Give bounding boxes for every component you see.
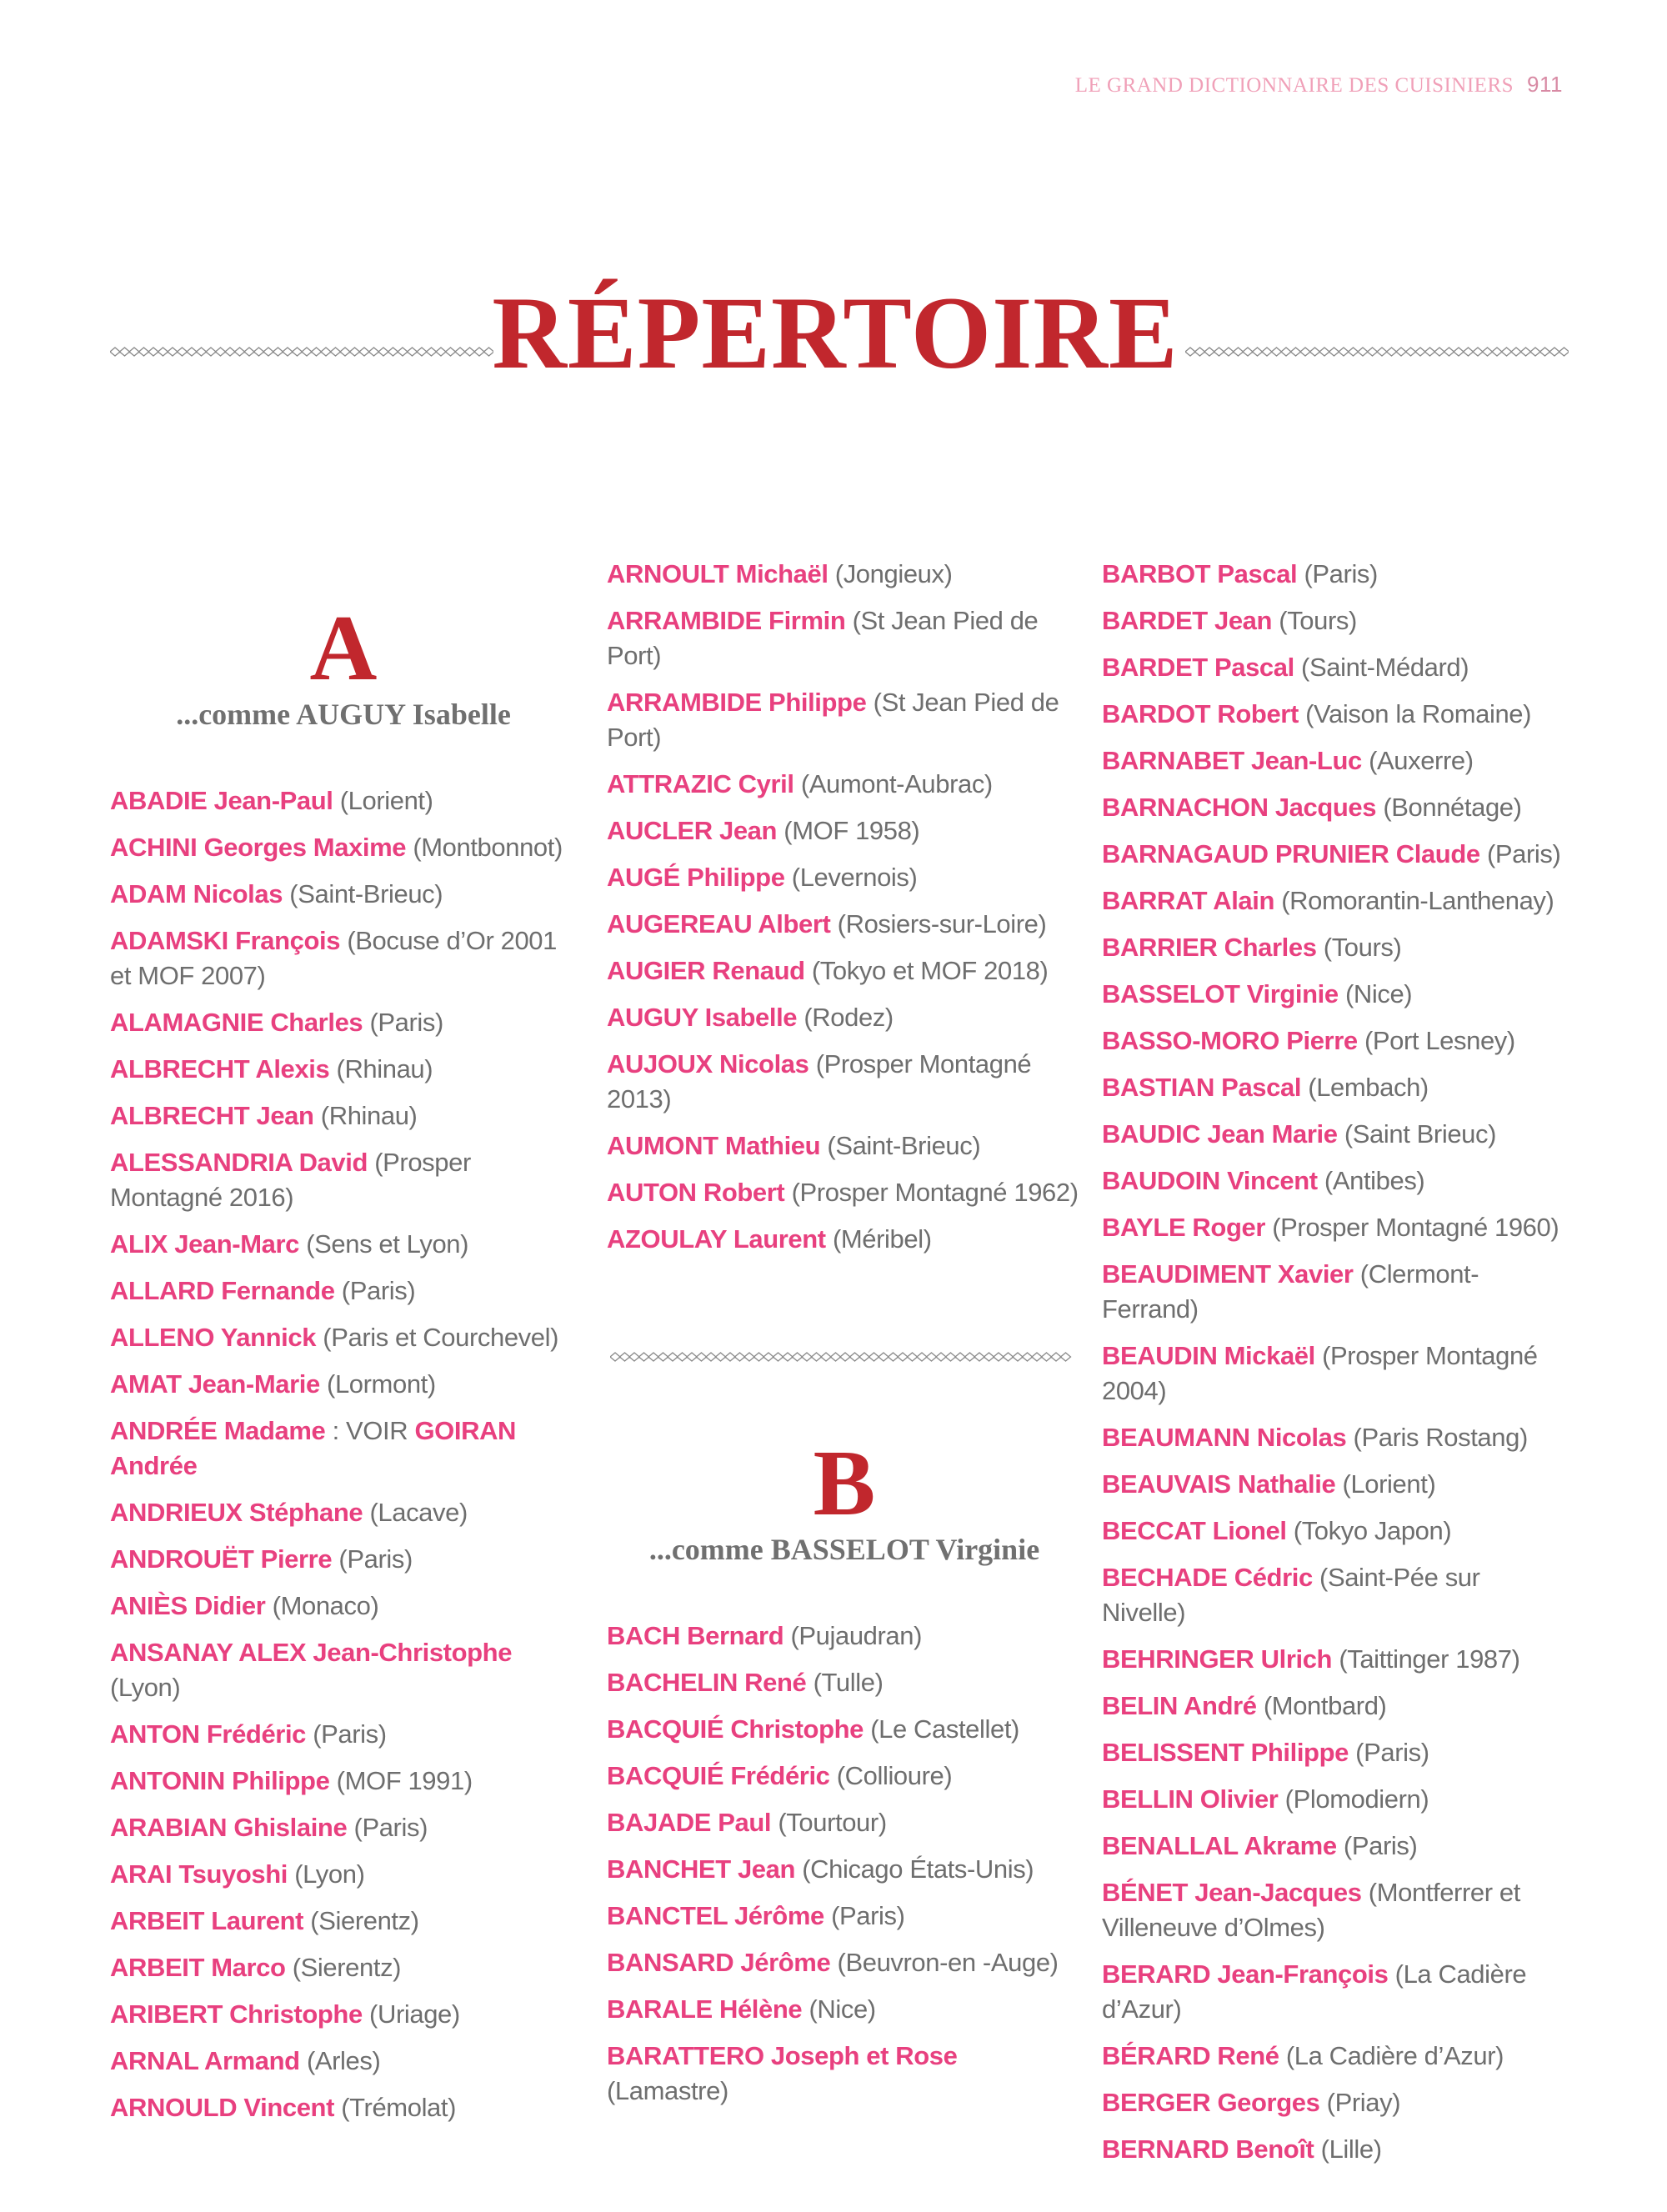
entry-name: BEAUDIMENT Xavier	[1102, 1259, 1354, 1289]
entry-place: (Lembach)	[1308, 1073, 1429, 1102]
entry-place: (Paris Rostang)	[1353, 1423, 1528, 1452]
entry-place: (Paris)	[831, 1901, 905, 1930]
entry-place: (Lille)	[1320, 2134, 1382, 2164]
entry-name: ANDROUËT Pierre	[110, 1544, 333, 1574]
entry-place: (MOF 1958)	[783, 816, 920, 845]
list-item	[1102, 603, 1569, 638]
entry-place: (Saint-Brieuc)	[289, 879, 443, 908]
entry-name: BASSO-MORO Pierre	[1102, 1026, 1358, 1055]
entry-name: ALLENO Yannick	[110, 1323, 317, 1352]
entry-place: (La Cadière d’Azur)	[1102, 1959, 1527, 2024]
entry-see-also: : VOIR	[332, 1416, 408, 1445]
list-item	[1102, 697, 1569, 732]
entry-name: BAJADE Paul	[607, 1808, 772, 1837]
list-item	[607, 813, 1082, 848]
list-item	[110, 1950, 577, 1985]
list-item	[1102, 2039, 1569, 2074]
entry-name: BARRAT Alain	[1102, 886, 1275, 915]
list-item	[607, 767, 1082, 802]
list-item	[1102, 2085, 1569, 2120]
list-item	[110, 1005, 577, 1040]
list-item	[607, 953, 1082, 988]
list-item	[110, 1589, 577, 1624]
section-a-subtitle: ...comme AUGUY Isabelle	[176, 698, 511, 731]
entry-place: (Lyon)	[294, 1859, 365, 1889]
list-item	[1102, 790, 1569, 825]
entry-name: BARNABET Jean-Luc	[1102, 746, 1362, 775]
entry-name: BACQUIÉ Frédéric	[607, 1761, 830, 1790]
entry-name: BELLIN Olivier	[1102, 1784, 1279, 1814]
entry-name: ALESSANDRIA David	[110, 1148, 368, 1177]
entry-place: (Trémolat)	[341, 2093, 457, 2122]
entry-name: ADAM Nicolas	[110, 879, 283, 908]
entry-place: (Sens et Lyon)	[306, 1229, 469, 1259]
entry-name: ACHINI Georges Maxime	[110, 833, 407, 862]
entry-place: (Nice)	[808, 1994, 876, 2024]
entry-name: ARABIAN Ghislaine	[110, 1813, 348, 1842]
entry-name: BELIN André	[1102, 1691, 1257, 1720]
entry-place: (Romorantin-Lanthenay)	[1281, 886, 1554, 915]
entry-place: (Paris)	[338, 1544, 413, 1574]
list-item	[110, 1857, 577, 1892]
list-item	[607, 1712, 1082, 1747]
entry-name: AUGIER Renaud	[607, 956, 805, 985]
entry-name: ARBEIT Marco	[110, 1953, 286, 1982]
entry-place: (Tours)	[1323, 933, 1402, 962]
section-b-subtitle: ...comme BASSELOT Virginie	[648, 1533, 1040, 1566]
entry-place: (Pujaudran)	[790, 1621, 923, 1650]
list-item	[110, 1052, 577, 1087]
entry-name: ARIBERT Christophe	[110, 1999, 363, 2029]
entry-place: (Lormont)	[327, 1369, 436, 1399]
entry-place: (Saint-Pée sur Nivelle)	[1102, 1563, 1480, 1627]
entry-name: ARAI Tsuyoshi	[110, 1859, 288, 1889]
entry-list-a-part2	[607, 557, 1082, 1257]
entry-name: BARBOT Pascal	[1102, 559, 1298, 588]
entry-place: (Bocuse d’Or 2001 et MOF 2007)	[110, 926, 557, 990]
entry-place: (Méribel)	[832, 1224, 932, 1254]
list-item	[110, 1227, 577, 1262]
entry-name: BELISSENT Philippe	[1102, 1738, 1349, 1767]
entry-name: AUTON Robert	[607, 1178, 785, 1207]
entry-name: AZOULAY Laurent	[607, 1224, 826, 1254]
entry-name: BECCAT Lionel	[1102, 1516, 1287, 1545]
list-item	[1102, 1560, 1569, 1630]
entry-place: (Beuvron-en -Auge)	[837, 1948, 1059, 1977]
list-item	[1102, 650, 1569, 685]
list-item	[110, 1367, 577, 1402]
entry-place: (Monaco)	[272, 1591, 379, 1620]
entry-name: ANIÈS Didier	[110, 1591, 266, 1620]
list-item	[1102, 1782, 1569, 1817]
entry-place: (Uriage)	[369, 1999, 460, 2029]
list-item	[1102, 883, 1569, 918]
entry-name: ANDRIEUX Stéphane	[110, 1498, 363, 1527]
entry-place: (Antibes)	[1324, 1166, 1425, 1195]
entry-place: (Paris)	[1355, 1738, 1429, 1767]
entry-list-a-part1	[110, 783, 577, 2125]
entry-name: BANCHET Jean	[607, 1854, 796, 1884]
entry-name: ALBRECHT Alexis	[110, 1054, 330, 1083]
page-title: RÉPERTOIRE	[492, 276, 1179, 390]
list-item	[110, 1145, 577, 1215]
list-item	[607, 603, 1082, 673]
entry-place: (MOF 1991)	[336, 1766, 473, 1795]
section-letter-b: B	[813, 1432, 876, 1535]
entry-name: BARRIER Charles	[1102, 933, 1317, 962]
entry-name: BARNACHON Jacques	[1102, 793, 1377, 822]
list-item	[1102, 1339, 1569, 1409]
entry-place: (Paris)	[1486, 839, 1561, 868]
entry-place: (Tulle)	[813, 1668, 884, 1697]
list-item	[110, 1098, 577, 1134]
list-item	[607, 1992, 1082, 2027]
entry-place: (Vaison la Romaine)	[1305, 699, 1532, 728]
entry-name: BAUDOIN Vincent	[1102, 1166, 1318, 1195]
entry-place: (Lacave)	[369, 1498, 468, 1527]
entry-place: (Lorient)	[1342, 1469, 1436, 1499]
list-item	[1102, 1023, 1569, 1058]
entry-place: (Tokyo Japon)	[1293, 1516, 1452, 1545]
entry-name: AUGEREAU Albert	[607, 909, 831, 938]
entry-place: (Taittinger 1987)	[1339, 1644, 1520, 1674]
list-item	[1102, 1829, 1569, 1864]
list-item	[1102, 1164, 1569, 1199]
list-item	[607, 1852, 1082, 1887]
entry-name: BEAUMANN Nicolas	[1102, 1423, 1347, 1452]
entry-name: ANDRÉE Madame	[110, 1416, 326, 1445]
entry-name: BERNARD Benoît	[1102, 2134, 1314, 2164]
entry-name: BACHELIN René	[607, 1668, 807, 1697]
entry-name: AUJOUX Nicolas	[607, 1049, 809, 1078]
entry-name: BÉNET Jean-Jacques	[1102, 1878, 1362, 1907]
entry-place: (Tourtour)	[778, 1808, 887, 1837]
list-item	[1102, 930, 1569, 965]
entry-place: (Arles)	[306, 2046, 381, 2075]
entry-place: (Aumont-Aubrac)	[800, 769, 993, 798]
page-number: 911	[1527, 72, 1563, 97]
entry-name: ADAMSKI François	[110, 926, 341, 955]
list-item	[110, 1810, 577, 1845]
entry-place: (Saint Brieuc)	[1344, 1119, 1497, 1149]
entry-place: (Prosper Montagné 2013)	[607, 1049, 1032, 1114]
list-item	[1102, 977, 1569, 1012]
entry-name: BEAUDIN Mickaël	[1102, 1341, 1315, 1370]
section-divider	[610, 1349, 1085, 1365]
list-item	[1102, 1070, 1569, 1105]
list-item	[1102, 1642, 1569, 1677]
entry-place: (Montbard)	[1263, 1691, 1387, 1720]
list-item	[607, 1805, 1082, 1840]
list-item	[110, 830, 577, 865]
entry-name: AUGUY Isabelle	[607, 1003, 798, 1032]
list-item	[607, 907, 1082, 942]
entry-place: (Paris)	[369, 1008, 443, 1037]
entry-name: BARDET Pascal	[1102, 653, 1294, 682]
column-3	[1102, 557, 1569, 2179]
entry-place: (Port Lesney)	[1364, 1026, 1515, 1055]
entry-place: (Prosper Montagné 2016)	[110, 1148, 471, 1212]
list-item	[110, 1495, 577, 1530]
list-item	[607, 685, 1082, 755]
entry-name: BASSELOT Virginie	[1102, 979, 1339, 1008]
entry-reference: GOIRAN Andrée	[110, 1416, 517, 1480]
entry-place: (Nice)	[1344, 979, 1413, 1008]
entry-place: (Tours)	[1279, 606, 1357, 635]
list-item	[110, 1904, 577, 1939]
entry-name: AMAT Jean-Marie	[110, 1369, 320, 1399]
list-item	[1102, 1689, 1569, 1724]
entry-name: ARNOULT Michaël	[607, 559, 828, 588]
entry-name: BACQUIÉ Christophe	[607, 1714, 864, 1744]
list-item	[1102, 1117, 1569, 1152]
entry-name: BEHRINGER Ulrich	[1102, 1644, 1333, 1674]
list-item	[110, 923, 577, 993]
list-item	[110, 1274, 577, 1309]
section-b-header	[607, 1432, 1082, 1567]
entry-list-b-part2	[1102, 557, 1569, 2167]
list-item	[110, 783, 577, 818]
entry-place: (Clermont-Ferrand)	[1102, 1259, 1479, 1324]
list-item	[607, 557, 1082, 592]
list-item	[110, 1717, 577, 1752]
list-item	[607, 1175, 1082, 1210]
entry-place: (Paris et Courchevel)	[323, 1323, 559, 1352]
list-item	[1102, 557, 1569, 592]
list-item	[110, 1414, 577, 1484]
entry-place: (Chicago États-Unis)	[802, 1854, 1034, 1884]
entry-name: BECHADE Cédric	[1102, 1563, 1313, 1592]
list-item	[607, 1759, 1082, 1794]
list-item	[607, 1945, 1082, 1980]
entry-name: AUGÉ Philippe	[607, 863, 785, 892]
entry-place: (Tokyo et MOF 2018)	[811, 956, 1049, 985]
entry-name: ARNAL Armand	[110, 2046, 300, 2075]
entry-name: ANTON Frédéric	[110, 1719, 306, 1749]
list-item	[110, 1635, 577, 1705]
entry-name: BAYLE Roger	[1102, 1213, 1265, 1242]
list-item	[1102, 1735, 1569, 1770]
entry-list-b-part1	[607, 1619, 1082, 2109]
entry-name: BARDOT Robert	[1102, 699, 1299, 728]
entry-place: (Rhinau)	[336, 1054, 433, 1083]
entry-place: (Collioure)	[836, 1761, 953, 1790]
entry-place: (Lyon)	[110, 1673, 181, 1702]
entry-place: (Prosper Montagné 1962)	[791, 1178, 1079, 1207]
entry-name: BÉRARD René	[1102, 2041, 1279, 2070]
entry-name: ARNOULD Vincent	[110, 2093, 335, 2122]
entry-name: BEAUVAIS Nathalie	[1102, 1469, 1336, 1499]
entry-name: ARRAMBIDE Philippe	[607, 688, 867, 717]
entry-name: ANSANAY ALEX Jean-Christophe	[110, 1638, 513, 1667]
entry-name: ANTONIN Philippe	[110, 1766, 330, 1795]
section-letter-a: A	[309, 597, 378, 700]
entry-place: (Montbonnot)	[413, 833, 563, 862]
entry-name: BANSARD Jérôme	[607, 1948, 831, 1977]
entry-place: (Auxerre)	[1369, 746, 1474, 775]
list-item	[1102, 1257, 1569, 1327]
list-item	[1102, 743, 1569, 778]
title-ornament-right	[1185, 343, 1569, 360]
list-item	[607, 2039, 1082, 2109]
list-item	[110, 1320, 577, 1355]
entry-place: (Paris)	[341, 1276, 416, 1305]
entry-name: BERARD Jean-François	[1102, 1959, 1389, 1989]
entry-name: BASTIAN Pascal	[1102, 1073, 1302, 1102]
list-item	[1102, 2132, 1569, 2167]
column-2	[607, 557, 1082, 2120]
entry-place: (Prosper Montagné 2004)	[1102, 1341, 1538, 1405]
entry-place: (St Jean Pied de Port)	[607, 606, 1039, 670]
entry-name: BARALE Hélène	[607, 1994, 803, 2024]
list-item	[607, 1222, 1082, 1257]
entry-name: BARNAGAUD PRUNIER Claude	[1102, 839, 1480, 868]
list-item	[1102, 1467, 1569, 1502]
list-item	[607, 1047, 1082, 1117]
entry-name: BERGER Georges	[1102, 2088, 1320, 2117]
entry-name: BANCTEL Jérôme	[607, 1901, 824, 1930]
entry-place: (Paris)	[1343, 1831, 1418, 1860]
entry-place: (Paris)	[1304, 559, 1378, 588]
entry-place: (Le Castellet)	[870, 1714, 1019, 1744]
section-a-header	[110, 597, 577, 732]
entry-place: (Sierentz)	[310, 1906, 419, 1935]
entry-place: (La Cadière d’Azur)	[1285, 2041, 1504, 2070]
entry-name: ABADIE Jean-Paul	[110, 786, 333, 815]
running-head	[1075, 72, 1563, 98]
entry-place: (Montferrer et Villeneuve d’Olmes)	[1102, 1878, 1520, 1942]
entry-place: (St Jean Pied de Port)	[607, 688, 1059, 752]
entry-name: ARBEIT Laurent	[110, 1906, 304, 1935]
entry-name: AUCLER Jean	[607, 816, 778, 845]
column-1	[110, 557, 577, 2137]
entry-place: (Levernois)	[791, 863, 918, 892]
entry-name: ALAMAGNIE Charles	[110, 1008, 363, 1037]
list-item	[110, 2044, 577, 2079]
entry-place: (Rhinau)	[320, 1101, 418, 1130]
list-item	[1102, 1210, 1569, 1245]
entry-name: ALLARD Fernande	[110, 1276, 335, 1305]
entry-place: (Rodez)	[803, 1003, 894, 1032]
entry-name: ALBRECHT Jean	[110, 1101, 314, 1130]
list-item	[1102, 1875, 1569, 1945]
entry-place: (Plomodiern)	[1284, 1784, 1429, 1814]
list-item	[607, 1000, 1082, 1035]
entry-place: (Sierentz)	[292, 1953, 402, 1982]
entry-place: (Paris)	[353, 1813, 428, 1842]
entry-place: (Jongieux)	[834, 559, 953, 588]
entry-place: (Lamastre)	[607, 2076, 728, 2105]
entry-name: BARATTERO Joseph et Rose	[607, 2041, 958, 2070]
title-row	[110, 275, 1560, 392]
list-item	[110, 1542, 577, 1577]
list-item	[607, 1129, 1082, 1164]
entry-place: (Bonnétage)	[1383, 793, 1522, 822]
list-item	[607, 1665, 1082, 1700]
list-item	[110, 877, 577, 912]
entry-place: (Lorient)	[339, 786, 433, 815]
list-item	[607, 1899, 1082, 1934]
list-item	[1102, 1514, 1569, 1549]
entry-place: (Rosiers-sur-Loire)	[837, 909, 1047, 938]
entry-name: BAUDIC Jean Marie	[1102, 1119, 1338, 1149]
entry-place: (Priay)	[1326, 2088, 1401, 2117]
entry-place: (Prosper Montagné 1960)	[1272, 1213, 1559, 1242]
entry-name: ARRAMBIDE Firmin	[607, 606, 846, 635]
entry-name: ATTRAZIC Cyril	[607, 769, 794, 798]
entry-name: ALIX Jean-Marc	[110, 1229, 299, 1259]
entry-place: (Paris)	[313, 1719, 387, 1749]
list-item	[1102, 1957, 1569, 2027]
list-item	[1102, 837, 1569, 872]
entry-name: BARDET Jean	[1102, 606, 1273, 635]
entry-name: AUMONT Mathieu	[607, 1131, 821, 1160]
list-item	[110, 1764, 577, 1799]
entry-name: BACH Bernard	[607, 1621, 784, 1650]
entry-place: (Saint-Médard)	[1301, 653, 1469, 682]
list-item	[110, 1997, 577, 2032]
entry-place: (Saint-Brieuc)	[827, 1131, 981, 1160]
list-item	[1102, 1420, 1569, 1455]
list-item	[110, 2090, 577, 2125]
list-item	[607, 1619, 1082, 1654]
entry-name: BENALLAL Akrame	[1102, 1831, 1337, 1860]
list-item	[607, 860, 1082, 895]
book-title: LE GRAND DICTIONNAIRE DES CUISINIERS	[1074, 74, 1514, 97]
